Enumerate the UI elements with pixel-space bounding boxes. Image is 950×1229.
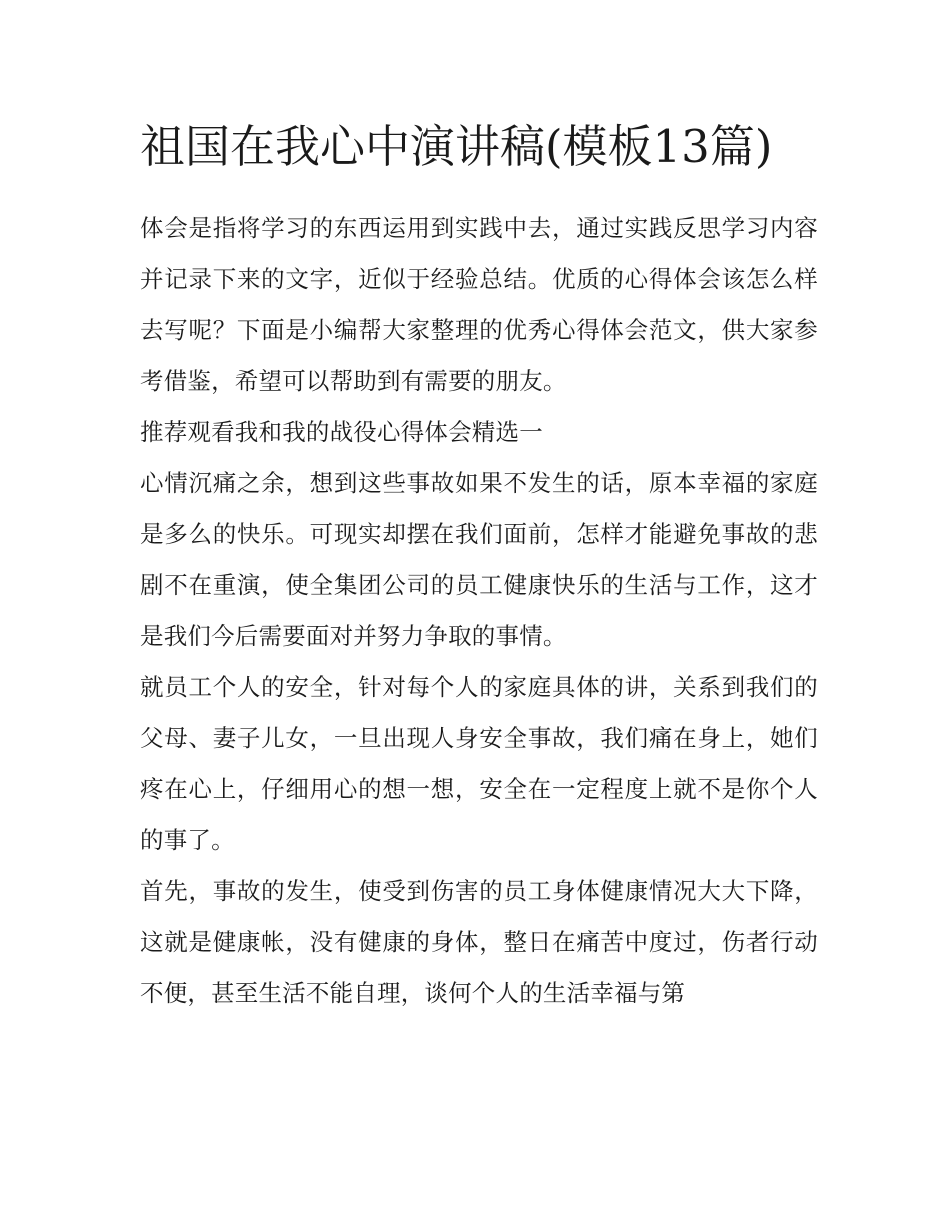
paragraph-intro: 体会是指将学习的东西运用到实践中去，通过实践反思学习内容并记录下来的文字，近似于经验总结。优质的心得体会该怎么样去写呢？下面是小编帮大家整理的优秀心得体会范文，供大家参考借鉴，希望可以帮助到有需要的朋友。 xyxy=(140,214,818,395)
paragraph-recommend: 推荐观看我和我的战役心得体会精选一 xyxy=(140,418,543,446)
paragraph-body-2: 就员工个人的安全，针对每个人的家庭具体的讲，关系到我们的父母、妻子儿女，一旦出现人身安全事故，我们痛在身上，她们疼在心上，仔细用心的想一想，安全在一定程度上就不是你个人的事了。 xyxy=(140,673,818,854)
document-body xyxy=(140,108,818,1019)
paragraph-body-3: 首先，事故的发生，使受到伤害的员工身体健康情况大大下降，这就是健康帐，没有健康的身体，整日在痛苦中度过，伤者行动不便，甚至生活不能自理，谈何个人的生活幸福与第 xyxy=(140,877,818,1007)
paragraph-body-1: 心情沉痛之余，想到这些事故如果不发生的话，原本幸福的家庭是多么的快乐。可现实却摆在我们面前，怎样才能避免事故的悲剧不在重演，使全集团公司的员工健康快乐的生活与工作，这才是我们今后需要面对并努力争取的事情。 xyxy=(140,469,818,650)
document-title: 祖国在我心中演讲稿(模板13篇) xyxy=(140,120,773,173)
